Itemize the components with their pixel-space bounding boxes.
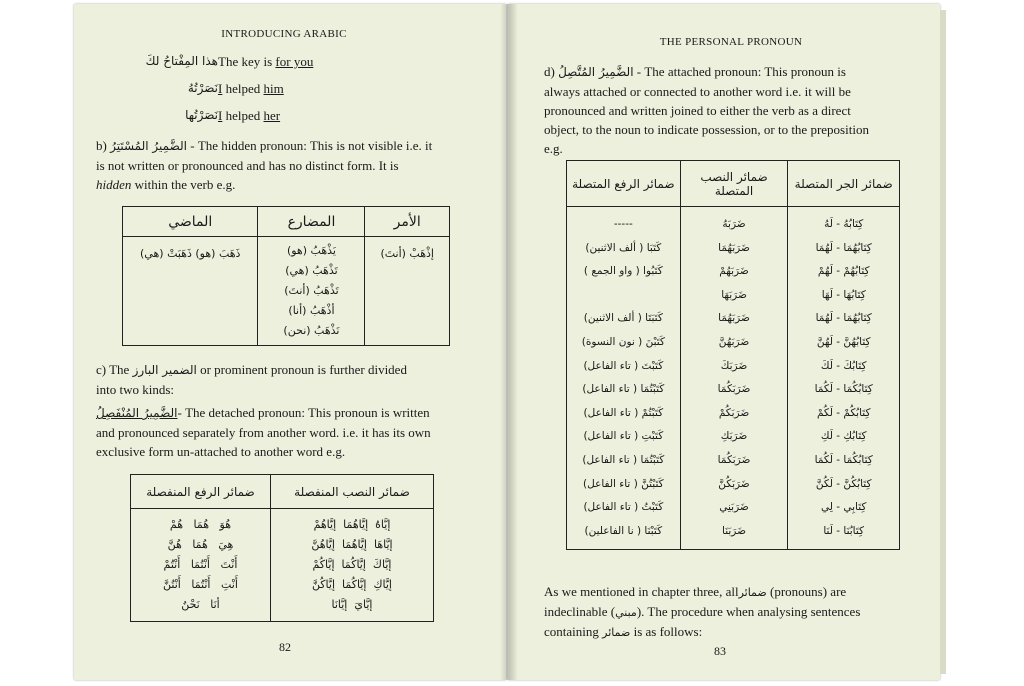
body-text: indeclinable (	[544, 604, 616, 619]
example-row	[118, 108, 358, 135]
italic-term: hidden	[96, 177, 132, 192]
cell-line: تَذْهَبُ (أنتَ)	[284, 284, 339, 297]
section-b	[96, 136, 474, 194]
cell-line: إيَّاهُ إيَّاهُمَا إيَّاهُمْ	[313, 518, 391, 531]
example-underlined: I	[218, 81, 223, 96]
cell-line: ضَرَبَكُمْ	[718, 406, 750, 419]
example-text: helped	[222, 108, 264, 123]
cell-line: كِتَابُهَا - لَهَا	[821, 288, 866, 301]
cell-stack	[683, 213, 786, 543]
section-label: b)	[96, 138, 107, 153]
cell-line: كِتَابُكُمَا - لَكُمَا	[814, 383, 873, 396]
cell-line: إيَّاكَ إيَّاكُمَا إيَّاكُمْ	[312, 558, 392, 571]
body-text: is as follows:	[633, 624, 703, 639]
cell-line: كِتَابُكِ - لَكِ	[820, 430, 867, 443]
cell-line: كِتَابُكُمْ - لَكُمْ	[816, 406, 871, 419]
cell-line: إيَّايَ إيَّانَا	[331, 598, 373, 611]
body-text: object, to the noun to indicate possession, or to the preposition	[544, 122, 869, 137]
table-header: المضارع	[258, 207, 365, 237]
arabic-term: الضَّمِيرُ المُتَّصِلُ	[558, 65, 634, 79]
body-text: e.g.	[544, 141, 563, 156]
cell-line: كِتَابُكَ - لَكَ	[820, 359, 867, 372]
cell-line: ضَرَبَنِي	[719, 501, 749, 514]
cell-line: كَتَبْنَ ( نون النسوة)	[581, 335, 665, 348]
cell-line: إيَّاكِ إيَّاكُمَا إيَّاكُنَّ	[311, 578, 392, 591]
example-underlined: her	[263, 108, 281, 123]
cell-line: نَذْهَبُ (نحن)	[283, 324, 340, 337]
cell-stack	[275, 515, 429, 615]
cell-line: ضَرَبَنَا	[722, 524, 747, 537]
closing-paragraph	[544, 582, 928, 642]
cell-line: كِتَابُكُنَّ - لَكُنَّ	[815, 477, 872, 490]
cell-line: كَتَبَتَا ( ألف الاثنين)	[583, 312, 663, 325]
section-label: d)	[544, 64, 555, 79]
table-header-row	[131, 475, 434, 509]
table-row	[131, 509, 434, 622]
example-underlined: for you	[275, 54, 314, 69]
cell-line: ضَرَبَهُمَا	[718, 312, 750, 325]
body-text: - The hidden pronoun: This is not visible i.e. it	[190, 138, 433, 153]
detached-pronoun-table	[130, 474, 434, 622]
cell-line: كِتَابُهُنَّ - لَهُنَّ	[816, 335, 871, 348]
cell-line: كَتَبْتُمَا ( تاء الفاعل)	[582, 383, 665, 396]
section-d	[544, 62, 928, 158]
arabic-term: الضَّمِيرُ المُسْتَتِرُ	[110, 139, 187, 153]
cell-line: هُوَ هُمَا هُمْ	[169, 518, 232, 531]
right-page	[508, 4, 940, 680]
cell-line: يَذْهَبُ (هو)	[286, 244, 336, 257]
section-c	[96, 360, 474, 461]
example-english	[218, 54, 313, 81]
arabic-term: ضمائر	[602, 626, 631, 639]
cell-stack	[790, 213, 897, 543]
cell-line: كِتَابِي - لِي	[820, 501, 867, 514]
page-header: THE PERSONAL PRONOUN	[659, 36, 803, 48]
cell-line: كَتَبُوا ( واو الجمع )	[583, 265, 663, 278]
cell-line: أنَا نَحْنُ	[181, 598, 220, 611]
body-text: - The detached pronoun: This pronoun is written	[177, 405, 430, 420]
cell-line: كَتَبْتُنَّ ( تاء الفاعل)	[583, 477, 664, 490]
example-text: helped	[222, 81, 264, 96]
example-underlined: him	[263, 81, 284, 96]
body-text: exclusive form un-attached to another word e.g.	[96, 444, 346, 459]
section-label: c) The	[96, 362, 130, 377]
cell-line: أذْهَبُ (أنا)	[288, 304, 335, 317]
cell-line: ضَرَبَكِ	[720, 430, 748, 443]
body-text: or prominent pronoun is further divided	[200, 362, 407, 377]
body-text: pronounced and written joined to either the verb as a direct	[544, 103, 851, 118]
cell-line: ضَرَبَكُمَا	[717, 453, 751, 466]
left-page	[74, 4, 506, 680]
table-header: ضمائر الجر المتصلة	[788, 161, 900, 207]
example-text: The key is	[218, 54, 276, 69]
table-header: ضمائر الرفع المنفصلة	[131, 475, 271, 509]
cell-stack	[135, 515, 266, 615]
cell-line: ضَرَبَهُمَا	[718, 241, 750, 254]
table-cell	[270, 509, 433, 622]
cell-line: أَنْتِ أَنْتُمَا أَنْتُنَّ	[163, 578, 238, 591]
examples-list	[118, 54, 358, 135]
closing-line	[544, 602, 928, 622]
example-arabic: نَصَرْتُها	[185, 108, 218, 122]
cell-stack	[569, 213, 678, 543]
table-header: ضمائر النصب المتصلة	[680, 161, 788, 207]
body-text: into two kinds:	[96, 382, 175, 397]
body-text: and pronounced separately from another word. i.e. it has its own	[96, 425, 431, 440]
body-text: always attached or connected to another word i.e. it will be	[544, 84, 851, 99]
cell-line: ضَرَبَهَا	[721, 288, 747, 301]
example-underlined: I	[218, 108, 223, 123]
cell-line: ضَرَبَهُنَّ	[718, 335, 750, 348]
cell-line: ضَرَبَكُمَا	[717, 383, 751, 396]
table-header-row	[567, 161, 900, 207]
cell-line: ضَرَبَهُمْ	[719, 265, 749, 278]
closing-line	[544, 582, 928, 602]
section-c-line	[96, 403, 474, 423]
section-c-line	[96, 360, 474, 380]
page-number: 83	[714, 644, 726, 658]
cell-line	[569, 284, 678, 308]
table-header: الأمر	[365, 207, 450, 237]
table-cell	[131, 509, 271, 622]
example-english	[218, 81, 284, 108]
hidden-pronoun-table	[122, 206, 450, 346]
cell-line: كِتَابُهُ - لَهُ	[824, 218, 864, 230]
cell-line: هِيَ هُمَا هُنَّ	[167, 538, 234, 551]
book-gutter	[500, 4, 518, 680]
table-cell	[680, 207, 788, 550]
cell-line: أَنْتَ أَنْتُمَا أَنْتُمْ	[163, 558, 238, 571]
arabic-term: الضمير البارز	[132, 363, 197, 377]
cell-line: كَتَبَا ( ألف الاثنين)	[585, 241, 662, 254]
example-row	[118, 54, 358, 81]
body-text: (pronouns) are	[770, 584, 847, 599]
table-row	[123, 237, 450, 346]
cell-line: كِتَابُهُمْ - لَهُمْ	[817, 265, 870, 278]
cell-line: كِتَابُكُمَا - لَكُمَا	[814, 453, 873, 466]
table-cell: إذْهَبْ (أنتَ)	[365, 237, 450, 346]
cell-line: كِتَابُهُمَا - لَهُمَا	[815, 312, 872, 325]
body-text: containing	[544, 624, 599, 639]
section-d-line	[544, 62, 928, 82]
cell-line: كَتَبْنَا ( نا الفاعلين)	[584, 524, 663, 537]
cell-line: كِتَابُنَا - لَنَا	[823, 524, 865, 537]
body-text: is not written or pronounced and has no distinct form. It is	[96, 158, 399, 173]
closing-line	[544, 622, 928, 642]
cell-stack	[258, 241, 364, 341]
example-english	[218, 108, 280, 135]
cell-line: كَتَبْتُمْ ( تاء الفاعل)	[583, 406, 664, 419]
body-text-line	[96, 175, 474, 194]
cell-line: إيَّاهَا إيَّاهُمَا إيَّاهُنَّ	[311, 538, 393, 551]
table-header: ضمائر النصب المنفصلة	[270, 475, 433, 509]
table-cell	[567, 207, 681, 550]
attached-pronoun-table	[566, 160, 900, 550]
cell-line: كَتَبْتُ ( تاء الفاعل)	[583, 501, 664, 514]
page-header: INTRODUCING ARABIC	[221, 28, 347, 40]
table-header: الماضي	[123, 207, 258, 237]
cell-line: كَتَبْتُمَا ( تاء الفاعل)	[582, 453, 665, 466]
table-header-row	[123, 207, 450, 237]
table-cell	[258, 237, 365, 346]
arabic-term: ضمائر	[738, 586, 767, 599]
cell-line: ضَرَبَكُنَّ	[718, 477, 750, 490]
cell-line: ضَرَبَهُ	[722, 218, 746, 230]
page-number: 82	[279, 640, 291, 654]
example-row	[118, 81, 358, 108]
example-arabic: نَصَرْتُهُ	[187, 81, 218, 95]
arabic-term: الضَّمِيرُ المُنْفَصِلُ	[96, 406, 178, 420]
body-text: - The attached pronoun: This pronoun is	[636, 64, 846, 79]
arabic-term: مبني	[615, 606, 637, 619]
cell-line: كَتَبْتَ ( تاء الفاعل)	[583, 359, 664, 372]
cell-line: -----	[613, 218, 633, 230]
example-arabic: هذا المِفْتاحُ لكَ	[145, 54, 218, 68]
cell-line: ضَرَبَكَ	[720, 359, 748, 372]
cell-line: كِتَابُهُمَا - لَهُمَا	[815, 241, 872, 254]
body-text: ). The procedure when analysing sentences	[636, 604, 861, 619]
table-row	[567, 207, 900, 550]
body-text: As we mentioned in chapter three, all	[544, 584, 739, 599]
table-header: ضمائر الرفع المتصلة	[567, 161, 681, 207]
open-book	[74, 4, 950, 680]
body-text: within the verb e.g.	[131, 177, 236, 192]
cell-line: كَتَبْتِ ( تاء الفاعل)	[583, 430, 664, 443]
page-edge	[940, 10, 946, 674]
table-cell	[788, 207, 900, 550]
cell-line: تَذْهَبُ (هي)	[285, 264, 338, 277]
section-b-line	[96, 136, 474, 156]
table-cell: ذَهَبَ (هو) ذَهَبَتْ (هي)	[123, 237, 258, 346]
